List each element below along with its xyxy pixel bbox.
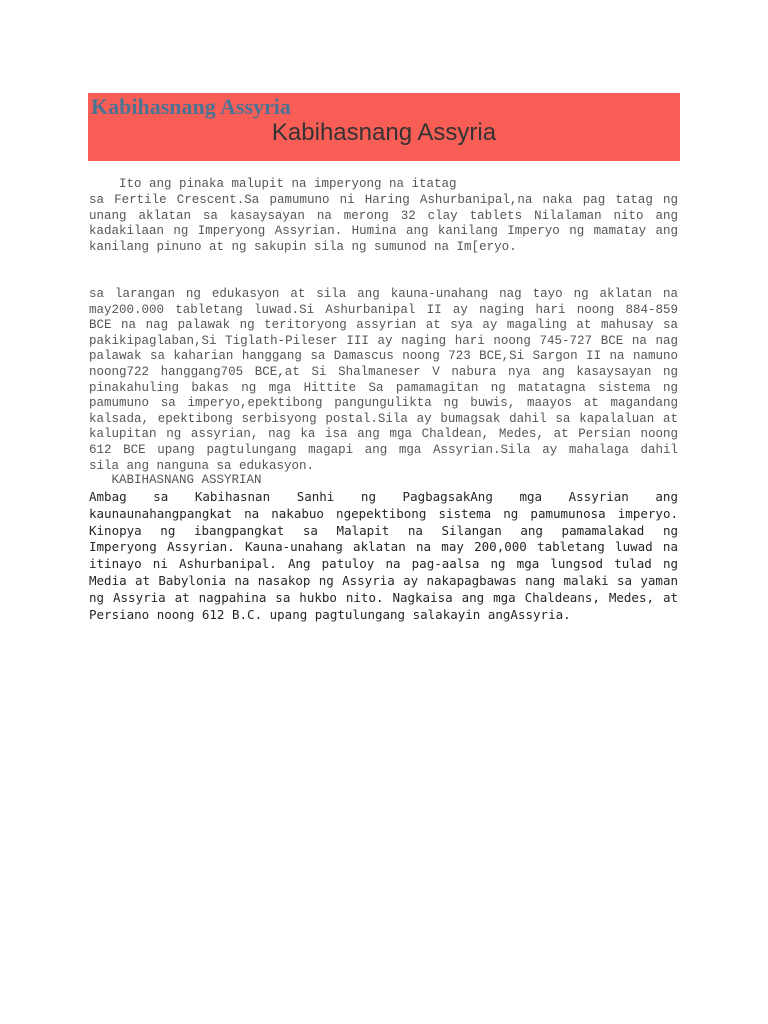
section-body (89, 489, 678, 623)
text-line: pakikipaglaban,Si Tiglath-Pileser III ay naging hari noong 745-727 BCE na nag (89, 333, 678, 348)
section-heading: KABIHASNANG ASSYRIAN (111, 473, 262, 487)
text-line: sa Fertile Crescent.Sa pamumuno ni Haring Ashurbanipal,na naka pag tatag ng (89, 193, 678, 207)
text-line: kalsada, epektibong serbisyong postal.Sila ay bumagsak dahil sa kapalaluan at (89, 411, 678, 426)
text-line: kanilang pinuno at ng sakupin sila ng sumunod na Im[eryo. (89, 239, 517, 254)
text-line: noong722 hanggang705 BCE,at Si Shalmaneser V nabura nya ang kasaysayan ng (89, 364, 678, 379)
text-line: unang aklatan sa kasaysayan na merong 32 clay tablets Nilalaman nito ang (89, 208, 678, 223)
text-line: itinayo ni Ashurbanipal. Ang patuloy na pag-aalsa ng mga lungsod tulad ng (89, 556, 678, 572)
text-line: pamumuno sa imperyo,epektibong pangungulikta ng buwis, maayos at magandang (89, 396, 678, 411)
text-line: Persiano noong 612 B.C. upang pagtulungang salakayin angAssyria. (89, 606, 571, 622)
text-line: palawak sa kaharian hanggang sa Damascus noong 723 BCE,Si Sargon II na namuno (89, 349, 678, 364)
text-line: pinakahuling bakas ng mga Hittite Sa pamamagitan ng matatagna sistema ng (89, 380, 678, 395)
text-line: kalupitan ng assyrian, nag ka isa ang mga Chaldean, Medes, at Persian noong (89, 427, 678, 442)
title-banner (88, 93, 680, 161)
text-line: may200.000 tabletang luwad.Si Ashurbanipal II ay naging hari noong 884-859 (89, 302, 678, 317)
text-line: BCE na nag palawak ng teritoryong assyrian at sya ay magaling at mahusay sa (89, 318, 678, 333)
text-line: Media at Babylonia na nasakop ng Assyria ay nakapagbawas nang malaki sa yaman (89, 572, 678, 588)
text-line: sa larangan ng edukasyon at sila ang kauna-unahang nag tayo ng aklatan na (89, 287, 678, 301)
intro-line: Ito ang pinaka malupit na imperyong na itatag (119, 177, 457, 191)
document-title: Kabihasnang Assyria (91, 94, 291, 119)
text-line: Ambag sa Kabihasnan Sanhi ng PagbagsakAng mga Assyrian ang (89, 489, 678, 504)
text-line: ng Assyria at nagpahina sa hukbo nito. Nagkaisa ang mga Chaldeans, Medes, at (89, 589, 678, 605)
paragraph-1 (89, 193, 678, 255)
document-subtitle: Kabihasnang Assyria (271, 119, 497, 146)
text-line: Kinopya ng ibangpangkat sa Malapit na Silangan ang pamamalakad ng (89, 522, 678, 538)
paragraph-2 (89, 287, 678, 474)
text-line: kadakilaan ng Imperyong Assyrian. Humina ang kanilang Imperyo ng mamatay ang (89, 224, 678, 239)
text-line: 612 BCE upang pagtulungang magapi ang mga Assyrian.Sila ay mahalaga dahil (89, 442, 678, 457)
text-line: sila ang nanguna sa edukasyon. (89, 458, 315, 473)
text-line: Imperyong Assyrian. Kauna-unahang aklatan na may 200,000 tabletang luwad na (89, 539, 678, 555)
text-line: kaunaunahangpangkat na nakabuo ngepektibong sistema ng pamumunosa imperyo. (89, 505, 678, 521)
